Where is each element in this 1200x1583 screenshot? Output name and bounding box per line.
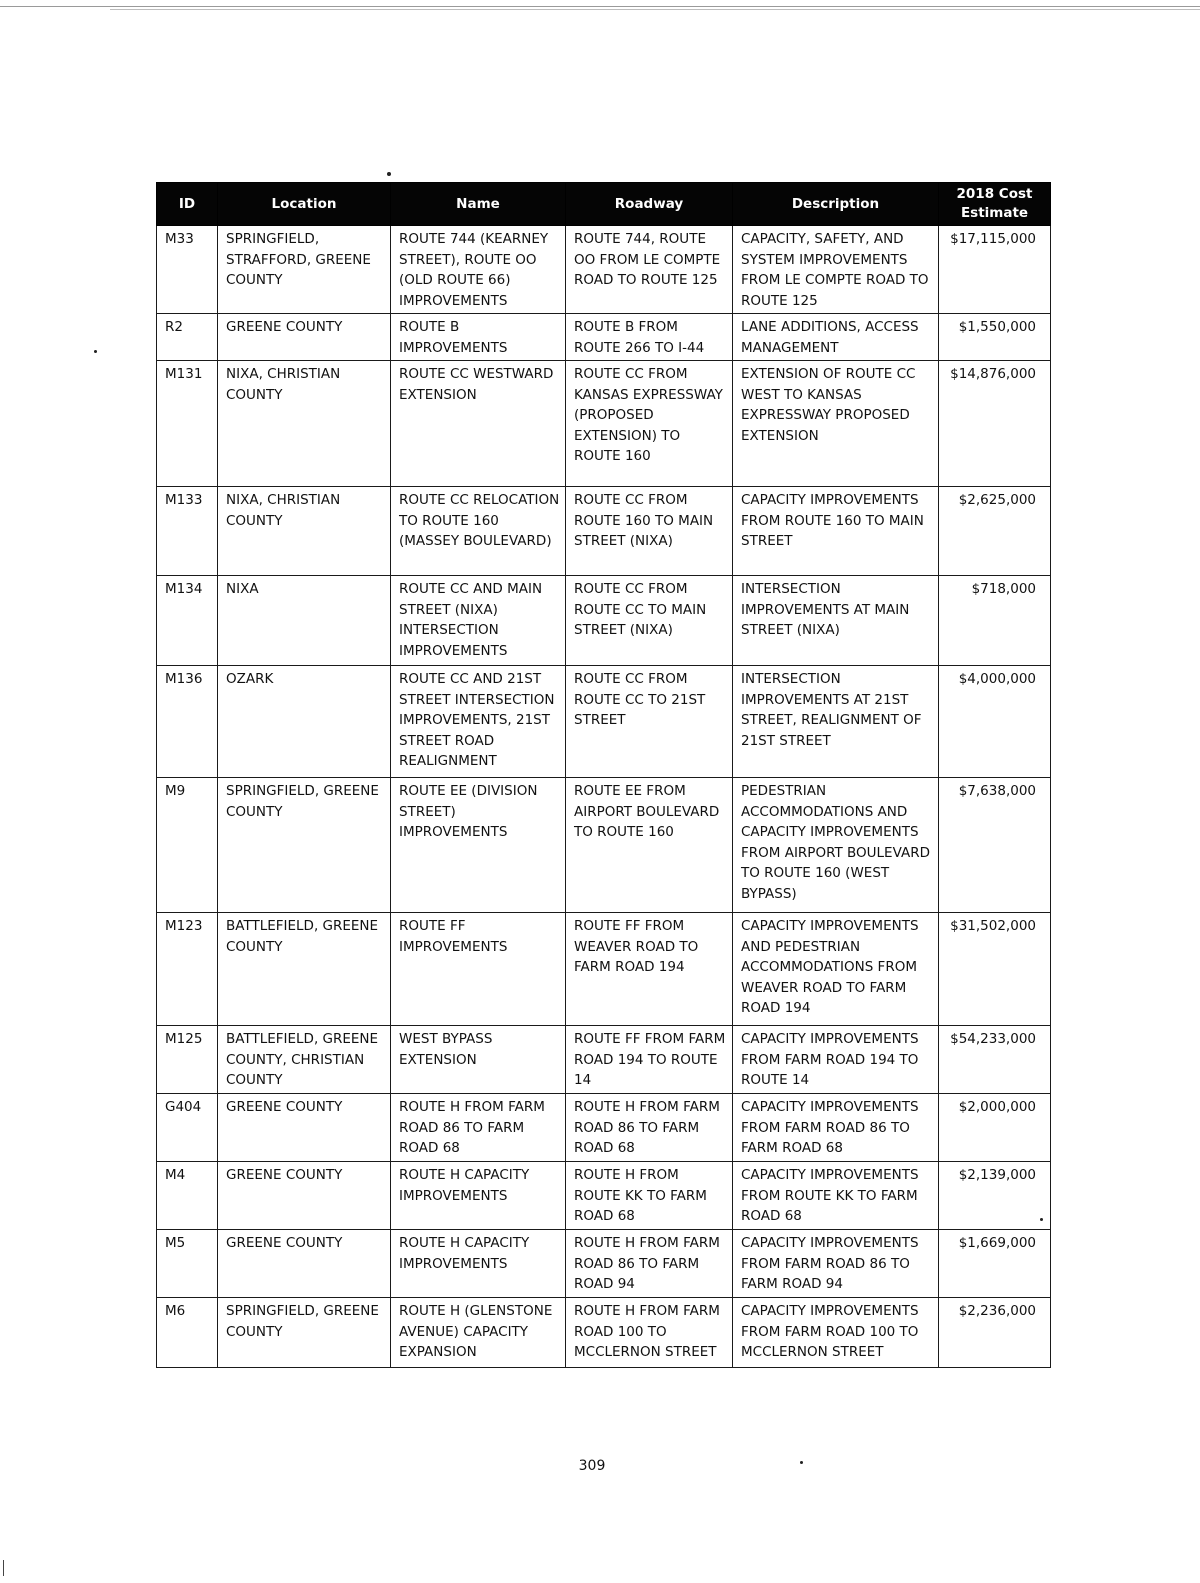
cell-name: ROUTE CC WESTWARD EXTENSION (391, 361, 566, 487)
cell-location: GREENE COUNTY (218, 1094, 391, 1162)
cell-roadway: ROUTE CC FROM ROUTE CC TO MAIN STREET (NIXA) (566, 576, 733, 666)
cell-id: M4 (157, 1162, 218, 1230)
cell-name: ROUTE CC AND 21ST STREET INTERSECTION IMPROVEMENTS, 21ST STREET ROAD REALIGNMENT (391, 666, 566, 778)
cell-roadway: ROUTE H FROM FARM ROAD 86 TO FARM ROAD 68 (566, 1094, 733, 1162)
cell-cost: $718,000 (939, 576, 1051, 666)
cell-cost: $2,139,000 (939, 1162, 1051, 1230)
table-row (157, 1094, 1051, 1162)
table-row (157, 1230, 1051, 1298)
cell-location: BATTLEFIELD, GREENE COUNTY, CHRISTIAN COUNTY (218, 1026, 391, 1094)
cell-name: ROUTE EE (DIVISION STREET) IMPROVEMENTS (391, 778, 566, 913)
cell-roadway: ROUTE H FROM FARM ROAD 86 TO FARM ROAD 94 (566, 1230, 733, 1298)
cell-description: INTERSECTION IMPROVEMENTS AT MAIN STREET (NIXA) (733, 576, 939, 666)
header-id: ID (157, 183, 218, 226)
header-roadway: Roadway (566, 183, 733, 226)
cell-id: M131 (157, 361, 218, 487)
cell-id: M6 (157, 1298, 218, 1368)
scan-speck (94, 350, 97, 353)
cell-roadway: ROUTE FF FROM FARM ROAD 194 TO ROUTE 14 (566, 1026, 733, 1094)
cell-location: SPRINGFIELD, GREENE COUNTY (218, 1298, 391, 1368)
cell-id: M125 (157, 1026, 218, 1094)
table-row (157, 778, 1051, 913)
cell-id: M134 (157, 576, 218, 666)
cell-roadway: ROUTE B FROM ROUTE 266 TO I-44 (566, 314, 733, 361)
cell-roadway: ROUTE EE FROM AIRPORT BOULEVARD TO ROUTE 160 (566, 778, 733, 913)
table-row (157, 1298, 1051, 1368)
cell-location: NIXA, CHRISTIAN COUNTY (218, 361, 391, 487)
cell-name: ROUTE H FROM FARM ROAD 86 TO FARM ROAD 68 (391, 1094, 566, 1162)
cell-location: GREENE COUNTY (218, 1230, 391, 1298)
cell-location: BATTLEFIELD, GREENE COUNTY (218, 913, 391, 1026)
cell-id: M133 (157, 487, 218, 576)
cell-description: CAPACITY IMPROVEMENTS FROM FARM ROAD 86 TO FARM ROAD 68 (733, 1094, 939, 1162)
cell-roadway: ROUTE FF FROM WEAVER ROAD TO FARM ROAD 194 (566, 913, 733, 1026)
table-row (157, 576, 1051, 666)
cell-roadway: ROUTE H FROM FARM ROAD 100 TO MCCLERNON STREET (566, 1298, 733, 1368)
header-location: Location (218, 183, 391, 226)
cell-cost: $1,669,000 (939, 1230, 1051, 1298)
header-name: Name (391, 183, 566, 226)
cell-cost: $2,625,000 (939, 487, 1051, 576)
projects-table (156, 182, 1051, 1368)
cell-name: ROUTE CC RELOCATION TO ROUTE 160 (MASSEY BOULEVARD) (391, 487, 566, 576)
page-number: 309 (578, 1458, 606, 1474)
table-row (157, 1162, 1051, 1230)
cell-id: M123 (157, 913, 218, 1026)
table-row (157, 1026, 1051, 1094)
cell-id: M136 (157, 666, 218, 778)
header-cost-estimate: 2018 Cost Estimate (939, 183, 1051, 226)
cell-description: PEDESTRIAN ACCOMMODATIONS AND CAPACITY IMPROVEMENTS FROM AIRPORT BOULEVARD TO ROUTE 160 (WEST BYPASS) (733, 778, 939, 913)
cell-location: OZARK (218, 666, 391, 778)
cell-description: INTERSECTION IMPROVEMENTS AT 21ST STREET, REALIGNMENT OF 21ST STREET (733, 666, 939, 778)
cell-location: GREENE COUNTY (218, 314, 391, 361)
table-row (157, 361, 1051, 487)
table-row (157, 666, 1051, 778)
cell-description: CAPACITY IMPROVEMENTS FROM FARM ROAD 194 TO ROUTE 14 (733, 1026, 939, 1094)
table-row (157, 913, 1051, 1026)
cell-cost: $7,638,000 (939, 778, 1051, 913)
cell-id: M9 (157, 778, 218, 913)
cell-location: GREENE COUNTY (218, 1162, 391, 1230)
cell-description: CAPACITY IMPROVEMENTS FROM FARM ROAD 100 TO MCCLERNON STREET (733, 1298, 939, 1368)
cell-cost: $2,236,000 (939, 1298, 1051, 1368)
cell-description: CAPACITY IMPROVEMENTS FROM ROUTE KK TO FARM ROAD 68 (733, 1162, 939, 1230)
cell-description: CAPACITY IMPROVEMENTS FROM ROUTE 160 TO MAIN STREET (733, 487, 939, 576)
cell-description: CAPACITY, SAFETY, AND SYSTEM IMPROVEMENTS FROM LE COMPTE ROAD TO ROUTE 125 (733, 226, 939, 314)
scan-margin-mark (3, 1560, 4, 1576)
cell-description: CAPACITY IMPROVEMENTS FROM FARM ROAD 86 TO FARM ROAD 94 (733, 1230, 939, 1298)
header-description: Description (733, 183, 939, 226)
cell-name: ROUTE FF IMPROVEMENTS (391, 913, 566, 1026)
cell-id: M33 (157, 226, 218, 314)
cell-name: ROUTE H (GLENSTONE AVENUE) CAPACITY EXPANSION (391, 1298, 566, 1368)
scan-speck (800, 1461, 803, 1464)
cell-roadway: ROUTE CC FROM KANSAS EXPRESSWAY (PROPOSED EXTENSION) TO ROUTE 160 (566, 361, 733, 487)
scan-edge-line (0, 6, 1200, 7)
cell-description: LANE ADDITIONS, ACCESS MANAGEMENT (733, 314, 939, 361)
cell-id: M5 (157, 1230, 218, 1298)
cell-location: SPRINGFIELD, STRAFFORD, GREENE COUNTY (218, 226, 391, 314)
cell-name: ROUTE H CAPACITY IMPROVEMENTS (391, 1162, 566, 1230)
table-row (157, 487, 1051, 576)
cell-cost: $4,000,000 (939, 666, 1051, 778)
cell-roadway: ROUTE CC FROM ROUTE CC TO 21ST STREET (566, 666, 733, 778)
cell-name: WEST BYPASS EXTENSION (391, 1026, 566, 1094)
table-row (157, 226, 1051, 314)
cell-name: ROUTE H CAPACITY IMPROVEMENTS (391, 1230, 566, 1298)
cell-id: G404 (157, 1094, 218, 1162)
cell-cost: $1,550,000 (939, 314, 1051, 361)
cell-cost: $2,000,000 (939, 1094, 1051, 1162)
cell-description: EXTENSION OF ROUTE CC WEST TO KANSAS EXPRESSWAY PROPOSED EXTENSION (733, 361, 939, 487)
scan-speck (387, 172, 391, 176)
table-header-row (157, 183, 1051, 226)
cell-cost: $31,502,000 (939, 913, 1051, 1026)
cell-location: SPRINGFIELD, GREENE COUNTY (218, 778, 391, 913)
scan-edge-line (110, 9, 1200, 10)
cell-description: CAPACITY IMPROVEMENTS AND PEDESTRIAN ACCOMMODATIONS FROM WEAVER ROAD TO FARM ROAD 194 (733, 913, 939, 1026)
cell-roadway: ROUTE CC FROM ROUTE 160 TO MAIN STREET (NIXA) (566, 487, 733, 576)
cell-cost: $17,115,000 (939, 226, 1051, 314)
cell-id: R2 (157, 314, 218, 361)
cell-cost: $14,876,000 (939, 361, 1051, 487)
cell-roadway: ROUTE 744, ROUTE OO FROM LE COMPTE ROAD TO ROUTE 125 (566, 226, 733, 314)
table-row (157, 314, 1051, 361)
cell-location: NIXA (218, 576, 391, 666)
cell-name: ROUTE B IMPROVEMENTS (391, 314, 566, 361)
cell-name: ROUTE 744 (KEARNEY STREET), ROUTE OO (OLD ROUTE 66) IMPROVEMENTS (391, 226, 566, 314)
cell-roadway: ROUTE H FROM ROUTE KK TO FARM ROAD 68 (566, 1162, 733, 1230)
cell-name: ROUTE CC AND MAIN STREET (NIXA) INTERSECTION IMPROVEMENTS (391, 576, 566, 666)
cell-location: NIXA, CHRISTIAN COUNTY (218, 487, 391, 576)
cell-cost: $54,233,000 (939, 1026, 1051, 1094)
